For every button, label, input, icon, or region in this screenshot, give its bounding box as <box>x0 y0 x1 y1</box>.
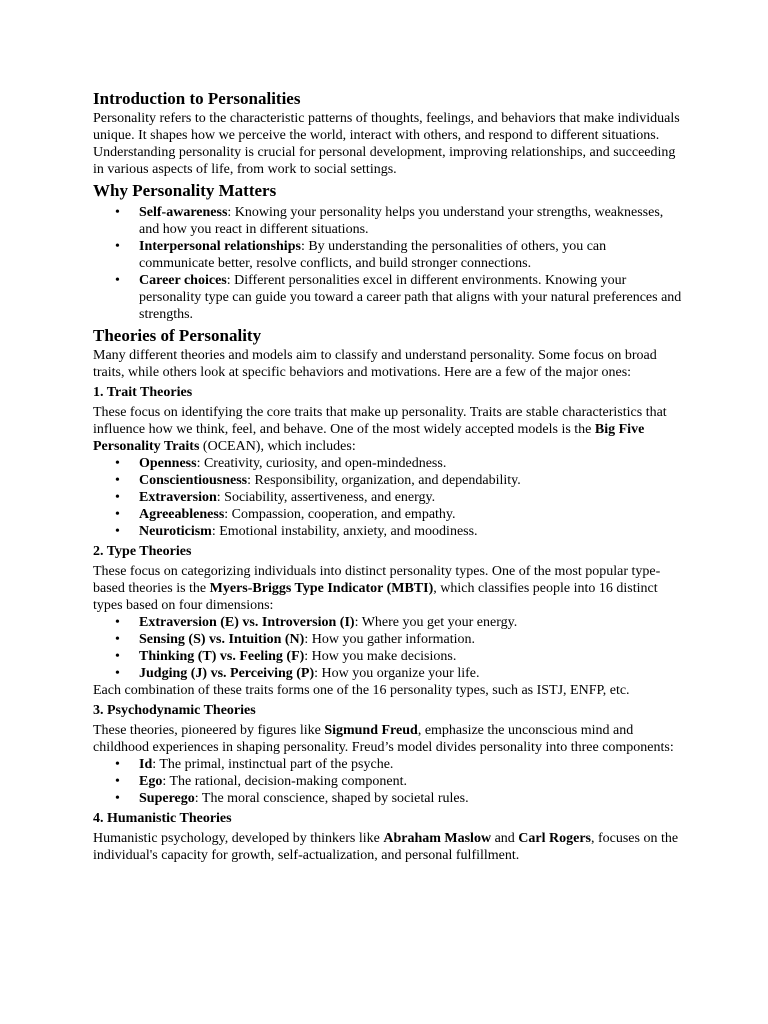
list-item <box>93 272 683 323</box>
theories-heading: Theories of Personality <box>93 326 262 345</box>
big-five-term: Big Five Personality Traits <box>93 422 645 454</box>
mbti-term: Myers-Briggs Type Indicator (MBTI) <box>209 581 434 596</box>
paragraph-text: and <box>491 831 519 846</box>
list-item-term: Judging (J) vs. Perceiving (P) <box>139 666 315 681</box>
list-item-term: Neuroticism <box>139 524 212 539</box>
psychodynamic-paragraph <box>93 722 683 756</box>
list-item-text: : How you make decisions. <box>304 649 457 664</box>
list-item-term: Extraversion (E) vs. Introversion (I) <box>139 615 355 630</box>
list-item-text: : Sociability, assertiveness, and energy. <box>216 490 436 505</box>
list-item <box>93 756 683 773</box>
list-item <box>93 614 683 631</box>
list-item <box>93 648 683 665</box>
list-item-text: : Where you get your energy. <box>354 615 518 630</box>
list-item-text: : Knowing your personality helps you understand your strengths, weaknesses, and how you react in different situations. <box>139 205 664 237</box>
paragraph-text: , which classifies people into 16 distinct types based on four dimensions: <box>93 581 658 613</box>
list-item-text: : By understanding the personalities of others, you can communicate better, resolve conflicts, and build stronger connections. <box>139 239 607 271</box>
trait-theories-heading: 1. Trait Theories <box>93 385 193 400</box>
type-theories-paragraph <box>93 563 683 614</box>
humanistic-paragraph <box>93 830 683 864</box>
list-item-text: : The rational, decision-making component. <box>162 774 408 789</box>
psychodynamic-theories-heading: 3. Psychodynamic Theories <box>93 703 256 718</box>
list-item-text: : The primal, instinctual part of the psyche. <box>152 757 394 772</box>
list-item-text: : How you organize your life. <box>314 666 480 681</box>
humanistic-theories-heading: 4. Humanistic Theories <box>93 811 232 826</box>
list-item-term: Interpersonal relationships <box>139 239 301 254</box>
intro-heading: Introduction to Personalities <box>93 89 301 108</box>
paragraph-text: , emphasize the unconscious mind and childhood experiences in shaping personality. Freud’s model divides personality into three components: <box>93 723 674 755</box>
list-item <box>93 631 683 648</box>
list-item-term: Conscientiousness <box>139 473 248 488</box>
list-item <box>93 489 683 506</box>
list-item-text: : Creativity, curiosity, and open-mindedness. <box>196 456 447 471</box>
list-item-term: Career choices <box>139 273 227 288</box>
list-item <box>93 665 683 682</box>
list-item-term: Sensing (S) vs. Intuition (N) <box>139 632 305 647</box>
rogers-term: Carl Rogers <box>518 831 591 846</box>
list-item <box>93 790 683 807</box>
paragraph-text: Humanistic psychology, developed by thinkers like <box>93 831 384 846</box>
why-heading: Why Personality Matters <box>93 181 277 200</box>
list-item <box>93 472 683 489</box>
freud-term: Sigmund Freud <box>324 723 418 738</box>
list-item-term: Extraversion <box>139 490 217 505</box>
list-item <box>93 204 683 238</box>
document-content <box>93 88 683 864</box>
list-item-term: Ego <box>139 774 163 789</box>
theories-intro-paragraph: Many different theories and models aim to classify and understand personality. Some focus on broad traits, while others look at specific behaviors and motivations. Here are a few of the major ones: <box>93 348 657 380</box>
maslow-term: Abraham Maslow <box>383 831 492 846</box>
list-item-text: : The moral conscience, shaped by societal rules. <box>194 791 469 806</box>
paragraph-text: These theories, pioneered by figures like <box>93 723 325 738</box>
paragraph-text: These focus on categorizing individuals into distinct personality types. One of the most popular type-based theories is the <box>93 564 661 596</box>
list-item-text: : Compassion, cooperation, and empathy. <box>224 507 456 522</box>
paragraph-text: , focuses on the individual's capacity for growth, self-actualization, and personal fulfillment. <box>93 831 679 863</box>
list-item-term: Self-awareness <box>139 205 228 220</box>
list-item-term: Openness <box>139 456 197 471</box>
trait-theories-paragraph <box>93 404 683 455</box>
type-theories-after-paragraph: Each combination of these traits forms one of the 16 personality types, such as ISTJ, ENFP, etc. <box>93 683 630 698</box>
list-item <box>93 506 683 523</box>
list-item-term: Agreeableness <box>139 507 225 522</box>
list-item <box>93 455 683 472</box>
psychodynamic-list <box>93 756 683 807</box>
type-theories-heading: 2. Type Theories <box>93 544 192 559</box>
list-item-text: : How you gather information. <box>304 632 476 647</box>
list-item-text: : Responsibility, organization, and dependability. <box>247 473 521 488</box>
list-item-term: Id <box>139 757 153 772</box>
list-item <box>93 523 683 540</box>
why-list <box>93 204 683 323</box>
list-item-term: Thinking (T) vs. Feeling (F) <box>139 649 305 664</box>
type-list <box>93 614 683 682</box>
list-item <box>93 238 683 272</box>
paragraph-text: (OCEAN), which includes: <box>199 439 356 454</box>
list-item-term: Superego <box>139 791 195 806</box>
paragraph-text: These focus on identifying the core traits that make up personality. Traits are stable characteristics that influence how we think, feel, and behave. One of the most widely accepted models is the <box>93 405 667 437</box>
list-item <box>93 773 683 790</box>
list-item-text: : Emotional instability, anxiety, and moodiness. <box>211 524 478 539</box>
list-item-text: : Different personalities excel in different environments. Knowing your personality type can guide you toward a career path that aligns with your natural preferences and strengths. <box>139 273 682 322</box>
intro-paragraph: Personality refers to the characteristic patterns of thoughts, feelings, and behaviors that make individuals unique. It shapes how we perceive the world, interact with others, and respond to different situations. Understanding personality is crucial for personal development, improving relationships, and succeeding in various aspects of life, from work to social settings. <box>93 111 680 177</box>
trait-list <box>93 455 683 540</box>
